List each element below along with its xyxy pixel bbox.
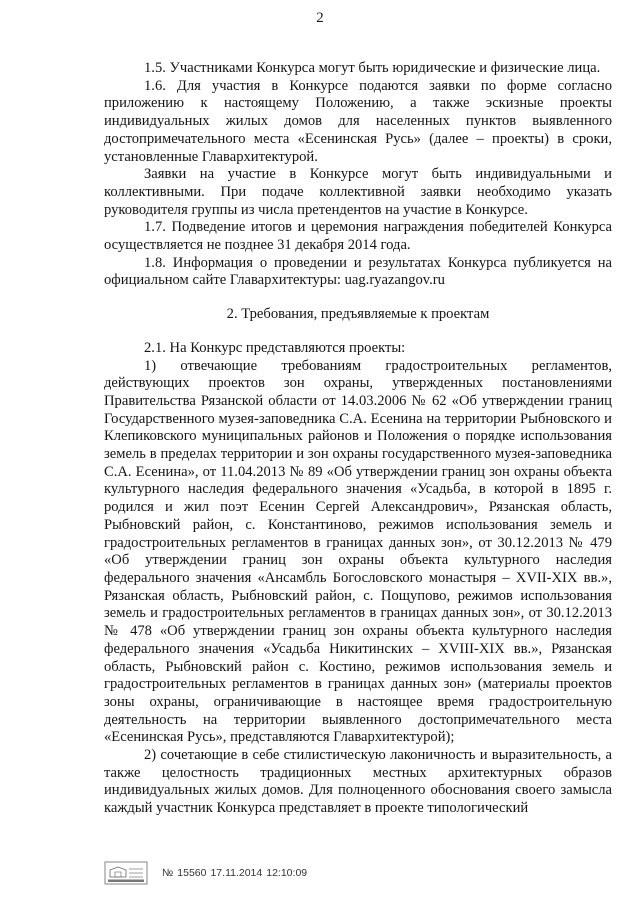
doc-date: 17.11.2014: [210, 867, 263, 879]
paragraph-1-5: 1.5. Участниками Конкурса могут быть юридические и физические лица.: [144, 60, 601, 76]
paragraph-item-2: 2) сочетающие в себе стилистическую лаконичность и выразительность, а также целостность традиционных местных архитектурных образов индивидуальных жилых домов. Для полноценного обоснования своего замысла каждый участник Конкурса представляет в проекте типологический: [104, 747, 612, 817]
page-number: 2: [316, 10, 324, 26]
paragraph-1-7: 1.7. Подведение итогов и церемония награждения победителей Конкурса осуществляется не позднее 31 декабря 2014 года.: [104, 219, 612, 254]
document-body: [104, 60, 612, 818]
registry-stamp-icon: [104, 861, 148, 885]
paragraph-applications: Заявки на участие в Конкурсе могут быть индивидуальными и коллективными. При подаче коллективной заявки необходимо указать руководителя группы из числа претендентов на участие в Конкурсе.: [104, 166, 612, 218]
document-footer: [104, 860, 311, 886]
doc-number: 15560: [177, 867, 207, 879]
paragraph-1-6: 1.6. Для участия в Конкурсе подаются заявки по форме согласно приложению к настоящему Положению, а также эскизные проекты индивидуальных жилых домов для населенных пунктов выявленного достопримечательного места «Есенинская Русь» (далее – проекты) в сроки, установленные Главархитектурой.: [104, 77, 612, 165]
paragraph-2-1: 2.1. На Конкурс представляются проекты:: [144, 339, 406, 356]
doc-number-sign: №: [162, 867, 174, 879]
paragraph-1-8: 1.8. Информация о проведении и результатах Конкурса публикуется на официальном сайте Главархитектуры: uag.ryazangov.ru: [104, 254, 612, 289]
doc-time: 12:10:09: [266, 867, 308, 879]
paragraph-item-1: 1) отвечающие требованиям градостроительных регламентов, действующих проектов зон охраны, утвержденных постановлениями Правительства Рязанской области от 14.03.2006 № 62 «Об утверждении границ Государственного музея-заповедника С.А. Есенина на территории Рыбновского и Клепиковского муниципальных районов и Положения о порядке использования земель в пределах территории и зон охраны государственного музея-заповедника С.А. Есенина», от 11.04.2013 № 89 «Об утверждении границ зон охраны объекта культурного наследия федерального значения «Усадьба, в которой в 1895 г. родился и жил поэт Есенин Сергей Александрович», Рязанская область, Рыбновский район, с. Константиново, режимов использования земель и градостроительных регламентов в границах данных зон», от 30.12.2013 № 479 «Об утверждении границ зон охраны объекта культурного наследия федерального значения «Ансамбль Богословского монастыря – XVII-XIX вв.», Рязанская область, Рыбновский район, с. Пощупово, режимов использования земель и градостроительных регламентов в границах данных зон», от 30.12.2013 № 478 «Об утверждении границ зон охраны объекта культурного наследия федерального значения «Усадьба Никитинских – XVIII-XIX вв.», Рязанская область, Рыбновский район с. Костино, режимов использования земель и градостроительных регламентов в границах данных зон» (материалы проектов зоны охраны, ограничивающие в настоящее время градостроительную деятельность на территории выявленного достопримечательного места «Есенинская Русь», представляются Главархитектурой);: [104, 357, 612, 746]
section-heading: 2. Требования, предъявляемые к проектам: [226, 306, 490, 323]
